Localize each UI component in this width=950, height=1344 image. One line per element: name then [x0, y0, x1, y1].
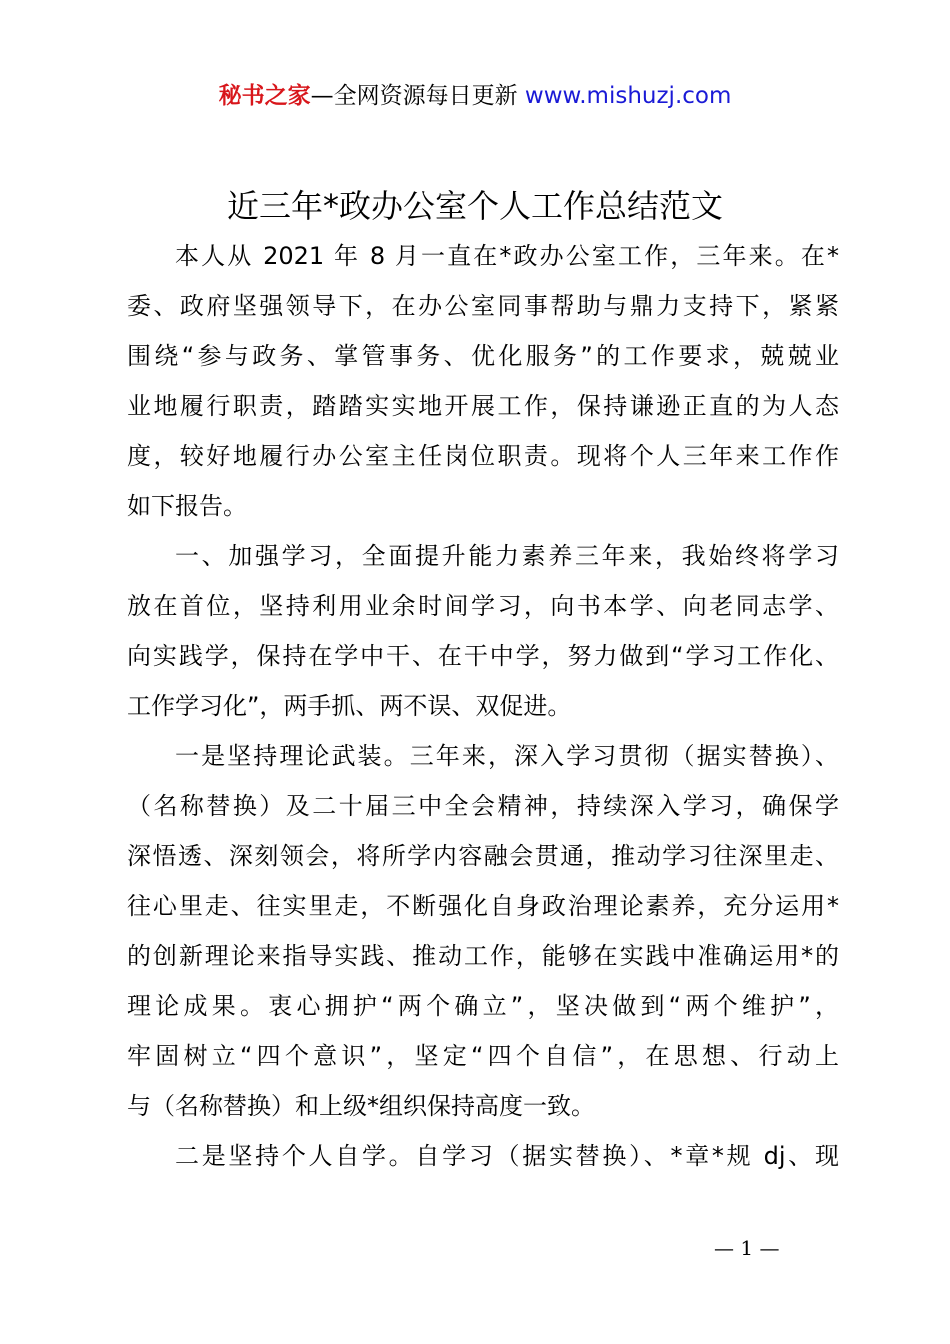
paragraph-line: 围绕“参与政务、掌管事务、优化服务”的工作要求，兢兢业 — [127, 342, 839, 370]
paragraph-theory — [127, 731, 839, 1131]
paragraph-line: 一是坚持理论武装。三年来，深入学习贯彻（据实替换）、 — [175, 742, 839, 770]
paragraph-line: 二是坚持个人自学。自学习（据实替换）、*章*规 dj、现 — [175, 1142, 839, 1170]
site-brand: 秘书之家 — [218, 83, 311, 109]
site-header — [0, 78, 950, 114]
paragraph-line: 深悟透、深刻领会，将所学内容融会贯通，推动学习往深里走、 — [127, 842, 839, 870]
paragraph-line: 本人从 2021 年 8 月一直在*政办公室工作，三年来。在* — [175, 242, 839, 270]
paragraph-line: 向实践学，保持在学中干、在干中学，努力做到“学习工作化、 — [127, 642, 839, 670]
site-tagline: —全网资源每日更新 — [310, 83, 518, 109]
paragraph-line: 如下报告。 — [127, 492, 247, 520]
paragraph-line: 牢固树立“四个意识”，坚定“四个自信”，在思想、行动上 — [127, 1042, 839, 1070]
paragraph-line: 理论成果。衷心拥护“两个确立”，坚决做到“两个维护”， — [127, 992, 839, 1020]
document-body — [127, 231, 839, 1181]
paragraph-self-study — [127, 1131, 839, 1181]
paragraph-line: 一、加强学习，全面提升能力素养三年来，我始终将学习 — [175, 542, 839, 570]
paragraph-line: 度，较好地履行办公室主任岗位职责。现将个人三年来工作作 — [127, 442, 839, 470]
page-number: — 1 — — [714, 1236, 780, 1260]
paragraph-line: 放在首位，坚持利用业余时间学习，向书本学、向老同志学、 — [127, 592, 839, 620]
paragraph-line: 的创新理论来指导实践、推动工作，能够在实践中准确运用*的 — [127, 942, 839, 970]
paragraph-line: 业地履行职责，踏踏实实地开展工作，保持谦逊正直的为人态 — [127, 392, 839, 420]
site-url-link[interactable]: www.mishuzj.com — [524, 83, 732, 109]
paragraph-line: （名称替换）及二十届三中全会精神，持续深入学习，确保学 — [127, 792, 839, 820]
paragraph-section-one — [127, 531, 839, 731]
paragraph-line: 委、政府坚强领导下，在办公室同事帮助与鼎力支持下，紧紧 — [127, 292, 839, 320]
paragraph-line: 往心里走、往实里走，不断强化自身政治理论素养，充分运用* — [127, 892, 839, 920]
paragraph-line: 与（名称替换）和上级*组织保持高度一致。 — [127, 1092, 595, 1120]
paragraph-line: 工作学习化”，两手抓、两不误、双促进。 — [127, 692, 572, 720]
document-title: 近三年*政办公室个人工作总结范文 — [226, 187, 723, 225]
paragraph-intro — [127, 231, 839, 531]
